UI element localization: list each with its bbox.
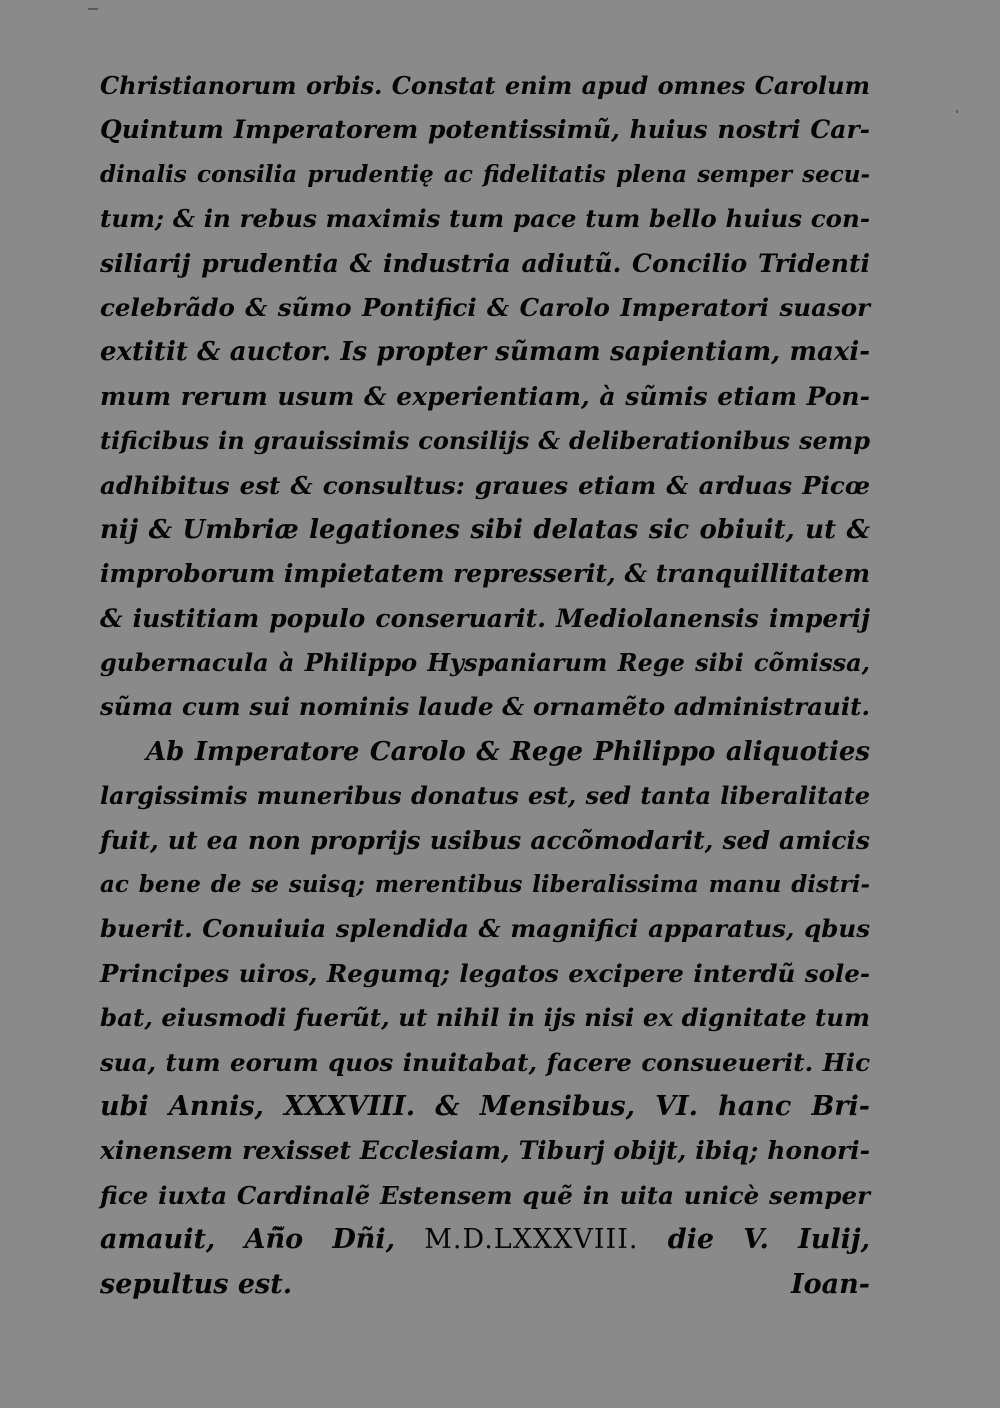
scan-speck bbox=[956, 110, 958, 113]
text-line: nij & Umbriæ legationes sibi delatas sic obiuit, ut & bbox=[100, 514, 870, 545]
text-line: largissimis muneribus donatus est, sed tanta liberalitate bbox=[100, 781, 870, 811]
text-line: Quintum Imperatorem potentissimũ, huius nostri Car- bbox=[100, 115, 870, 145]
text-line-with-date bbox=[100, 1218, 870, 1262]
text-line: buerit. Conuiuia splendida & magnifici apparatus, qbus bbox=[100, 914, 870, 944]
date-prefix: amauit, Añ̃o Dñi, bbox=[100, 1224, 396, 1256]
text-line: dinalis consilia prudentię ac fidelitatis plena semper secu- bbox=[100, 160, 870, 188]
text-line: & iustitiam populo conseruarit. Mediolanensis imperij bbox=[100, 603, 870, 633]
text-line: ubi Annis, XXXVIII. & Mensibus, VI. hanc Bri- bbox=[100, 1090, 870, 1122]
text-line: gubernacula à Philippo Hyspaniarum Rege sibi cõmissa, bbox=[100, 648, 870, 678]
text-line: Christianorum orbis. Constat enim apud omnes Carolum bbox=[100, 71, 870, 100]
text-line: tum; & in rebus maximis tum pace tum bello huius con- bbox=[100, 204, 870, 234]
date-suffix: die V. Iulij, bbox=[667, 1224, 871, 1256]
final-text: sepultus est. bbox=[100, 1268, 293, 1300]
text-line: sũma cum sui nominis laude & ornamẽto administrauit. bbox=[100, 692, 870, 722]
text-line: mum rerum usum & experientiam, à sũmis etiam Pon- bbox=[100, 381, 870, 411]
text-line: sua, tum eorum quos inuitabat, facere consueuerit. Hic bbox=[100, 1047, 870, 1077]
catchword: Ioan- bbox=[791, 1268, 870, 1300]
text-line: ac bene de se suisq; merentibus liberalissima manu distri- bbox=[100, 871, 870, 899]
text-line: siliarij prudentia & industria adiutũ. Concilio Tridenti bbox=[100, 248, 870, 278]
text-line: fice iuxta Cardinalẽ Estensem quẽ in uita unicè semper bbox=[100, 1180, 870, 1210]
text-line: bat, eiusmodi fuerũt, ut nihil in ijs nisi ex dignitate tum bbox=[100, 1003, 870, 1033]
burial-year: M.D.LXXXVIII. bbox=[424, 1224, 639, 1256]
latin-text-block bbox=[100, 64, 870, 1307]
final-line bbox=[100, 1263, 870, 1307]
text-line: improborum impietatem represserit, & tranquillitatem bbox=[100, 559, 871, 589]
text-line: extitit & auctor. Is propter sũmam sapientiam, maxi- bbox=[100, 337, 870, 368]
text-line: Principes uiros, Regumq; legatos excipere interdũ sole- bbox=[100, 958, 870, 988]
text-line: adhibitus est & consultus: graues etiam & arduas Picœ bbox=[100, 470, 870, 500]
paragraph-start-line: Ab Imperatore Carolo & Rege Philippo aliquoties bbox=[146, 736, 870, 767]
text-line: fuit, ut ea non proprijs usibus accõmodarit, sed amicis bbox=[100, 825, 870, 855]
text-line: tificibus in grauissimis consilijs & deliberationibus semp bbox=[100, 426, 870, 456]
text-line: xinensem rexisset Ecclesiam, Tiburj obijt, ibiq; honori- bbox=[100, 1136, 870, 1166]
text-line: celebrãdo & sũmo Pontifici & Carolo Imperatori suasor bbox=[100, 292, 870, 322]
scan-speck bbox=[88, 8, 98, 10]
